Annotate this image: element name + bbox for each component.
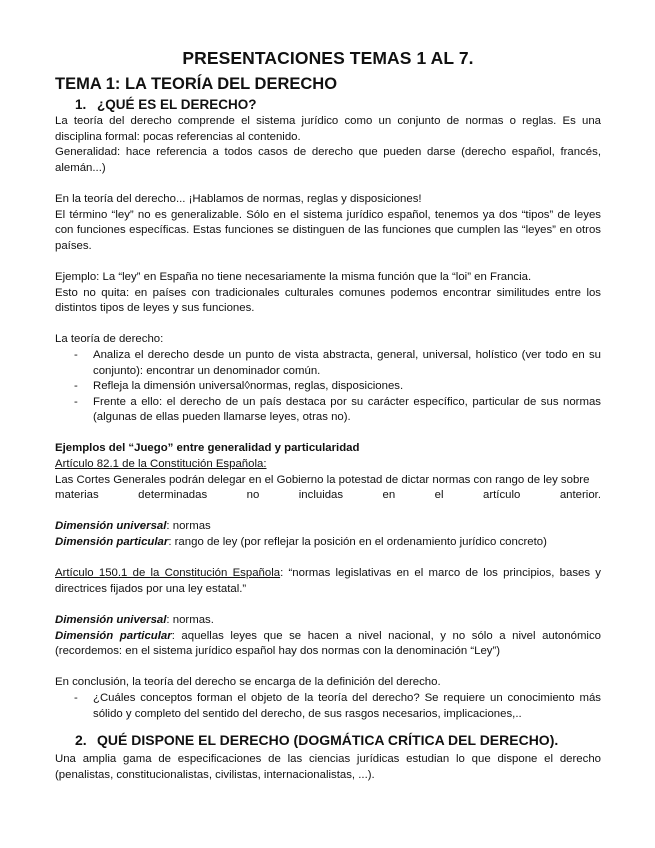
paragraph-generalidad: Generalidad: hace referencia a todos casos de derecho que pueden darse (derecho español, francés, alemán...) [55, 146, 601, 174]
ejemplos-heading: Ejemplos del “Juego” entre generalidad y particularidad [55, 442, 360, 455]
section-1-title: ¿QUÉ ES EL DERECHO? [97, 97, 257, 112]
conclusion-list [55, 691, 601, 722]
paragraph-normas: En la teoría del derecho... ¡Hablamos de normas, reglas y disposiciones! [55, 192, 422, 205]
paragraph-esto-no-quita: Esto no quita: en países con tradicionales culturales comunes podemos encontrar similitudes entre los distintos tipos de leyes y sus funciones. [55, 286, 601, 315]
section-2-heading [55, 732, 601, 748]
tema-1-heading: TEMA 1: LA TEORÍA DEL DERECHO [55, 75, 338, 93]
section-1-heading [55, 97, 601, 112]
paragraph-definition: La teoría del derecho comprende el sistema jurídico como un conjunto de normas o reglas. Es una disciplina formal: pocas referencias al contenido. [55, 115, 601, 143]
paragraph-conclusion: En conclusión, la teoría del derecho se encarga de la definición del derecho. [55, 676, 441, 689]
list-item: - ¿Cuáles conceptos forman el objeto de la teoría del derecho? Se requiere un conocimiento más sólido y completo del sentido del derecho, de sus rasgos necesarios, implicaciones,.. [74, 691, 601, 720]
section-2-number: 2. [75, 732, 87, 749]
section-1-number: 1. [75, 97, 87, 112]
list-item: - Analiza el derecho desde un punto de vista abstracta, general, universal, holístico (ver todo en su conjunto): encontrar un denominador común. [74, 348, 601, 377]
paragraph-ejemplo: Ejemplo: La “ley” en España no tiene necesariamente la misma función que la “loi” en Francia. [55, 270, 532, 283]
paragraph-teoria-intro: La teoría de derecho: [55, 333, 164, 346]
dimension-universal-1: Dimensión universal: normas [55, 520, 211, 533]
document-title: PRESENTACIONES TEMAS 1 AL 7. [182, 48, 474, 68]
dimension-particular-2: Dimensión particular: aquellas leyes que se hacen a nivel nacional, y no sólo a nivel autonómico (recordemos: en el sistema jurídico español hay dos normas con la denominación “Ley”) [55, 629, 601, 658]
article-150-paragraph: Artículo 150.1 de la Constitución Española: “normas legislativas en el marco de los principios, bases y directrices fijados por una ley estatal.” [55, 567, 601, 595]
list-item: - Refleja la dimensión universal◊normas, reglas, disposiciones. [74, 380, 404, 393]
paragraph-termino-ley: El término “ley” no es generalizable. Sólo en el sistema jurídico español, tenemos ya dos “tipos” de leyes con funciones específicas. Estas funciones se distinguen de las funciones que cumplen las “leyes” en otros países. [55, 208, 601, 252]
dimension-particular-1: Dimensión particular: rango de ley (por reflejar la posición en el ordenamiento jurídico concreto) [55, 536, 547, 549]
section-2-title: QUÉ DISPONE EL DERECHO (DOGMÁTICA CRÍTICA DEL DERECHO). [97, 732, 559, 749]
paragraph-dogmatica: Una amplia gama de especificaciones de las ciencias jurídicas estudian lo que dispone el derecho (penalistas, constitucionalistas, civilistas, internacionalistas, ...). [55, 753, 601, 781]
article-82-text-line1: Las Cortes Generales podrán delegar en el Gobierno la potestad de dictar normas con rango de ley sobre [55, 473, 590, 486]
list-item: - Frente a ello: el derecho de un país destaca por su carácter específico, particular de sus normas (algunas de ellas pueden llamarse leyes, otras no). [74, 395, 601, 424]
dimension-universal-2: Dimensión universal: normas. [55, 614, 214, 626]
article-82-text-line2: materias determinadas no incluidas en el artículo anterior. [55, 489, 601, 502]
article-82-label: Artículo 82.1 de la Constitución Española: [55, 458, 267, 471]
teoria-list [55, 348, 601, 426]
